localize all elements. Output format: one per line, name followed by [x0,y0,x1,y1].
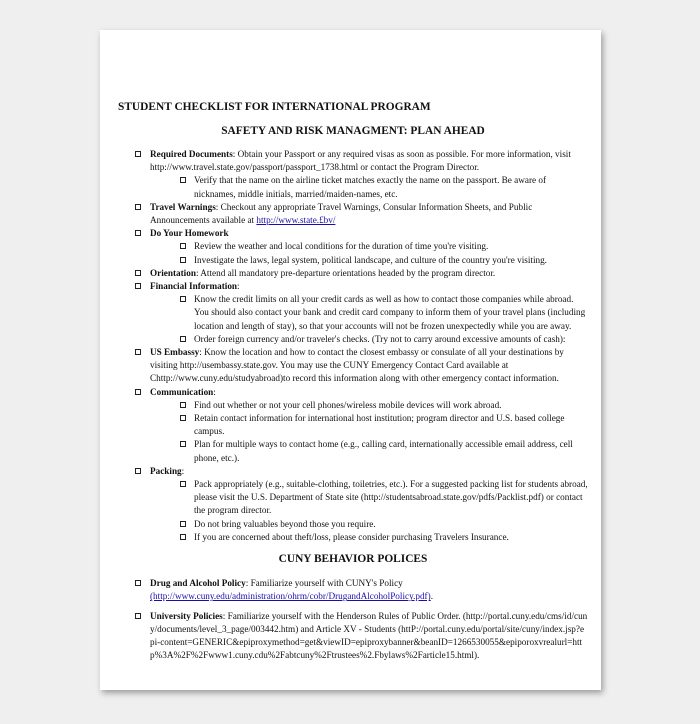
item-label: University Policies [150,610,223,621]
sub-item [180,240,588,253]
checkbox-icon[interactable] [180,177,186,183]
checkbox-icon[interactable] [180,415,186,421]
sub-item-text: Retain contact information for international host institution; program director and U.S. based college campus. [194,413,565,437]
sub-item-text: Order foreign currency and/or traveler's checks. (Try not to carry around excessive amounts of cash): [194,333,566,344]
checkbox-icon[interactable] [135,389,141,395]
checkbox-icon[interactable] [180,336,186,342]
item-text: : Checkout any appropriate Travel Warnings, Consular Information Sheets, and Public Announcements available at [150,201,533,226]
checklist-item-required-documents [118,148,588,201]
item-label: Drug and Alcohol Policy [150,578,246,589]
sub-item [180,438,588,464]
item-label: Packing [150,465,182,476]
sub-item-text: Investigate the laws, legal system, political landscape, and culture of the country you're visiting. [194,254,547,265]
item-label: Travel Warnings [150,201,216,212]
item-text: : Familiarize yourself with the Henderson Rules of Public Order. (http://portal.cuny.edu/cms/id/cuny/documents/level_3_page/003442.htm) and Article XV - Students (httP://portal.cuny.edu/portal/site/cuny/index.jsp?epi-content=GENERIC&epiproxymethod=get&viewID=epiproxybanner&beanID=1266530055&epiporoxvrealurl=http%3A%2F%2Fwww1.cuny.cdu%2Fabtcuny%2Ftrustees%2.Fbylaws%2Farticle15.html). [150,610,588,661]
checklist [118,148,588,544]
checklist-item-homework [118,227,588,267]
checkbox-icon[interactable] [180,521,186,527]
sub-item-text: Pack appropriately (e.g., suitable-clothing, toiletries, etc.). For a suggested packing list for students abroad, please visit the U.S. Department of State site (http://studentsabroad.state.gov/pdfs/Packlist.pdf) or contact the program director. [194,479,588,516]
drug-policy-link[interactable]: (http://www.cuny.edu/administration/ohrm/cobr/DrugandAlcoholPolicy.pdf) [150,591,431,602]
checkbox-icon[interactable] [135,349,141,355]
checklist-item-communication [118,386,588,465]
checklist-item-financial [118,280,588,346]
item-text: : [237,281,240,292]
sub-item-text: Find out whether or not your cell phones/wireless mobile devices will work abroad. [194,399,502,410]
behavior-checklist [118,577,588,662]
sub-item-text: Review the weather and local conditions for the duration of time you're visiting. [194,241,489,252]
document-content [118,100,588,668]
sub-item [180,254,588,267]
item-label: Orientation [150,267,196,278]
sub-item [180,293,588,333]
item-label: Required Documents [150,149,233,159]
sub-item-text: Plan for multiple ways to contact home (e.g., calling card, internationally accessible email address, cell phone, etc.). [194,439,573,463]
document-page [100,30,601,690]
document-title: STUDENT CHECKLIST FOR INTERNATIONAL PROGRAM [118,101,431,113]
checkbox-icon[interactable] [180,296,186,302]
sub-item [180,531,588,544]
item-text: : Know the location and how to contact the closest embassy or consulate of all your destinations by visiting http://usembassy.state.gov. You may use the CUNY Emergency Contact Card available at Chttp://www.cuny.edu/studyabroad)to record this information along with other emergency contact information. [150,347,564,384]
checkbox-icon[interactable] [180,534,186,540]
sub-item-text: Verify that the name on the airline ticket matches exactly the name on the passport. Be aware of nicknames, middle initials, married/maiden-names, etc. [194,175,547,199]
item-text: : Obtain your Passport or any required visas as soon as possible. For more information, visit http://www.travel.state.gov/passport/passport_1738.html or contact the Program Director. [150,149,571,173]
sub-item [180,399,588,412]
checkbox-icon[interactable] [135,270,141,276]
sub-item [180,333,588,346]
sub-item [180,518,588,531]
section-title-behavior: CUNY BEHAVIOR POLICES [278,553,428,566]
document-subtitle: SAFETY AND RISK MANAGMENT: PLAN AHEAD [221,125,485,137]
sub-item-text: Know the credit limits on all your credit cards as well as how to contact those companies while abroad. You should also contact your bank and credit card company to inform them of your travel plans (including location and length of stay), so that your accounts will not be frozen unexpectedly while you are away. [194,294,586,331]
item-label: Do Your Homework [150,228,229,239]
checkbox-icon[interactable] [135,204,141,210]
checkbox-icon[interactable] [180,243,186,249]
checklist-item-us-embassy [118,346,588,386]
item-text: : Attend all mandatory pre-departure orientations headed by the program director. [195,267,496,278]
checkbox-icon[interactable] [135,468,141,474]
checklist-item-travel-warnings [118,201,588,227]
sub-item-text: Do not bring valuables beyond those you require. [194,518,376,529]
item-label: US Embassy [150,347,200,358]
sub-item [180,412,588,438]
checkbox-icon[interactable] [180,402,186,408]
sub-item [180,478,588,518]
checklist-item-university-policies [118,610,588,663]
checklist-item-orientation [118,267,588,280]
sub-item [180,174,588,200]
item-label: Financial Information [150,281,238,292]
checklist-item-packing [118,465,588,544]
item-text: : [213,386,216,397]
item-text: : [181,465,185,476]
checkbox-icon[interactable] [135,580,141,586]
checkbox-icon[interactable] [180,257,186,263]
item-tail: . [430,591,433,602]
checkbox-icon[interactable] [180,481,186,487]
checkbox-icon[interactable] [135,151,141,157]
checklist-item-drug-alcohol [118,577,588,603]
item-label: Communication [150,386,214,397]
sub-item-text: If you are concerned about theft/loss, please consider purchasing Travelers Insurance. [194,531,509,542]
travel-warnings-link[interactable]: http://www.state.£bv/ [256,215,336,226]
checkbox-icon[interactable] [135,230,141,236]
checkbox-icon[interactable] [135,283,141,289]
checkbox-icon[interactable] [135,613,141,619]
checkbox-icon[interactable] [180,441,186,447]
item-text: : Familiarize yourself with CUNY's Policy [245,578,403,589]
